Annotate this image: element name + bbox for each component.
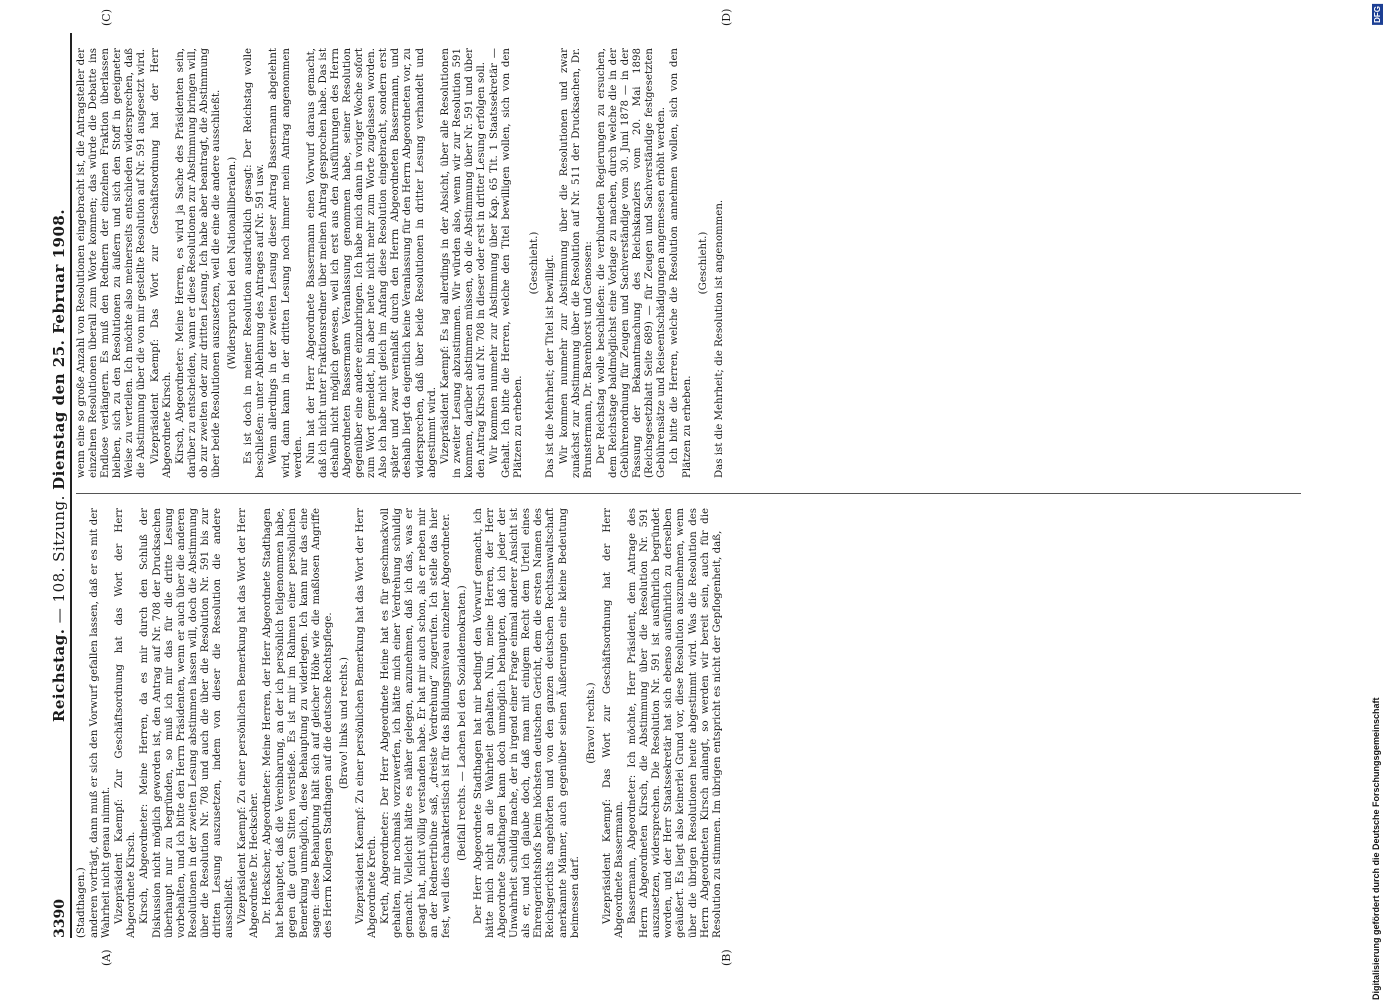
right-paragraph: Vizepräsident Kaempf: Es lag allerdings in der Absicht, über alle Resolutionen in zweiter Lesung abzustimmen. Wir würden also, wenn wir zur Resolution 591 kommen, darüber abstimmen müssen, ob die Abstimmung über Nr. 591 und über den Antrag Kirsch auf Nr. 708 in dieser oder erst in dritter Lesung erfolgen soll. xyxy=(439,48,487,478)
right-paragraph: (Geschieht.) xyxy=(529,231,541,295)
margin-letter-b: (B) xyxy=(720,949,733,966)
margin-letter-a: (A) xyxy=(100,949,113,966)
left-paragraph: (Bravo! rechts.) xyxy=(585,682,597,764)
newspaper-sheet xyxy=(40,8,1305,966)
left-paragraph: Vizepräsident Kaempf: Das Wort zur Geschäftsordnung hat der Herr Abgeordnete Bassermann. xyxy=(601,508,625,938)
right-paragraph: Das ist die Mehrheit; der Titel ist bewilligt. xyxy=(545,254,557,478)
right-paragraph: Es ist doch in meiner Resolution ausdrücklich gesagt: Der Reichstag wolle beschließen: unter Ablehnung des Antrages auf Nr. 591 usw. xyxy=(243,48,267,478)
left-paragraph: (Bravo! links und rechts.) xyxy=(338,657,350,789)
left-paragraph: Dr. Heckscher, Abgeordneter: Meine Herren, der Herr Abgeordnete Stadthagen hat behauptet, daß die Vereinbarung, an der ich persönlich teilgenommen habe, gegen die guten Sitten verstieße. Es ist mir im Rahmen einer persönlichen Bemerkung unmöglich, diese Behauptung zu widerlegen. Ich kann nur das eine sagen: diese Behauptung hält sich auf gleicher Höhe wie die maßlosen Angriffe des Herrn Kollegen Stadthagen auf die deutsche Rechtspflege. xyxy=(262,508,334,938)
right-paragraph: (Geschieht.) xyxy=(697,231,709,295)
dfg-logo: DFG xyxy=(1373,6,1382,23)
right-paragraph: wenn eine so große Anzahl von Resolutionen eingebracht ist, die Antragsteller der einzelnen Resolutionen überall zum Worte kommen; das würde die Debatte ins Endlose verlängern. Es muß den Rednern der einzelnen Fraktion überlassen bleiben, sich zu den Resolutionen zu äußern und sich den Stoff in geeigneter Weise zu verteilen. Ich möchte also meinerseits entschieden widersprechen, daß die Abstimmung über die von mir gestellte Resolution auf Nr. 591 ausgesetzt wird. xyxy=(76,48,148,478)
left-paragraph: Bassermann, Abgeordneter: Ich möchte, Herr Präsident, dem Antrage des Herrn Abgeordneten Kirsch, die Abstimmung über die Resolution Nr. 591 auszusetzen, widersprechen. Die Resolution Nr. 591 ist ausführlich begründet worden, und der Herr Staatssekretär hat sich ebenso ausführlich zu derselben geäußert. Es liegt also keinerlei Grund vor, diese Resolution auszunehmen, wenn über die übrigen Resolutionen heute abgestimmt wird. Was die Resolution des Herrn Abgeordneten Kirsch anlangt, so werden wir bereit sein, auch für die Resolution zu stimmen. Im übrigen entspricht es nicht der Gepflogenheit, daß, xyxy=(627,508,723,938)
left-paragraph: anderen vorträgt, dann muß er sich den Vorwurf gefallen lassen, daß er es mit der Wahrheit nicht genau nimmt. xyxy=(89,508,113,938)
right-paragraph: Vizepräsident Kaempf: Das Wort zur Geschäftsordnung hat der Herr Abgeordnete Kirsch. xyxy=(149,48,173,478)
right-paragraph: (Widerspruch bei den Nationalliberalen.) xyxy=(227,156,239,370)
left-paragraph: Kreth, Abgeordneter: Der Herr Abgeordnete Heine hat es für geschmackvoll gehalten, mir nochmals vorzuwerfen, ich hätte mich einer Verdrehung schuldig gemacht. Vielleicht hätte es näher gelegen, anzunehmen, daß ich das, was er gesagt hat, nicht völlig verstanden habe. Er hat mir auch schon, als er neben mir an der Rednertribüne saß, „dreiste Verdrehung“ zugerufen. Ich stelle das hier fest, weil dies charakteristisch ist für das Bildungsniveau einzelner Abgeordneter. xyxy=(380,508,452,938)
right-paragraph: Wir kommen nunmehr zur Abstimmung über Kap. 65 Tit. 1 Staatssekretär — Gehalt. Ich bitte die Herren, welche den Titel bewilligen wollen, sich von den Plätzen zu erheben. xyxy=(489,48,525,478)
margin-letter-d: (D) xyxy=(720,8,733,26)
right-paragraph: Wir kommen nunmehr zur Abstimmung über die Resolutionen und zwar zunächst zur Abstimmung über die Resolution auf Nr. 511 der Drucksachen, Dr. Brunstermann, Dr. Barenhorst und Genossen: xyxy=(558,48,594,478)
page-title xyxy=(50,33,68,898)
right-paragraph: Ich bitte die Herren, welche die Resolution annehmen wollen, sich von den Plätzen zu erheben. xyxy=(669,48,693,478)
left-paragraph: (Beifall rechts. — Lachen bei den Sozialdemokraten.) xyxy=(456,585,468,861)
left-paragraph: Vizepräsident Kaempf: Zu einer persönlichen Bemerkung hat das Wort der Herr Abgeordnete Kreth. xyxy=(355,508,379,938)
page-header xyxy=(40,33,68,938)
title-left: Reichstag. xyxy=(50,628,68,723)
left-paragraph: Kirsch, Abgeordneter: Meine Herren, da es mir durch den Schluß der Diskussion nicht möglich geworden ist, den Antrag auf Nr. 708 der Drucksachen überhaupt nur zu begründen, so muß ich mir das für die dritte Lesung vorbehalten, und ich bitte den Herrn Präsidenten, wenn er auch über die anderen Resolutionen in der zweiten Lesung abstimmen lassen will, doch die Abstimmung über die Resolution Nr. 708 und auch die über die Resolution Nr. 591 bis zur dritten Lesung auszusetzen, indem von dieser die Resolution die andere ausschließt. xyxy=(139,508,236,938)
right-column xyxy=(76,48,1301,478)
columns xyxy=(76,33,1301,938)
left-column xyxy=(76,508,1301,938)
right-paragraph: Wenn allerdings in der zweiten Lesung dieser Antrag Bassermann abgelehnt wird, dann kann in der dritten Lesung noch immer mein Antrag angenommen werden. xyxy=(268,48,304,478)
left-paragraph: Der Herr Abgeordnete Stadthagen hat mir bedingt den Vorwurf gemacht, ich hätte mich nicht an die Wahrheit gehalten. Nun, meine Herren, der Herr Abgeordnete Stadthagen kann doch unmöglich behaupten, daß ich jeder der Unwahrheit schuldig mache, der in irgend einer Frage einmal anderer Ansicht ist als er, und ich glaube doch, daß man mit einigem Recht dem Urteil eines Ehrengerichtshofs beim höchsten deutschen Gericht, dem die ersten Namen des Reichsgerichts angehörten und von den ganzen deutschen Rechtsanwaltschaft anerkannte Männer, auch gegenüber seinen Äußerungen eine kleine Bedeutung beimessen darf. xyxy=(472,508,581,938)
right-paragraph: Kirsch, Abgeordneter: Meine Herren, es wird ja Sache des Präsidenten sein, darüber zu entscheiden, wann er diese Resolutionen zur Abstimmung bringen will, ob zur zweiten oder zur dritten Lesung. Ich habe aber beantragt, die Abstimmung über beide Resolutionen auszusetzen, weil die eine die andere ausschließt. xyxy=(174,48,223,478)
header-rule xyxy=(70,33,72,938)
column-divider xyxy=(76,493,1301,494)
right-paragraph: Nun hat der Herr Abgeordnete Bassermann einen Vorwurf daraus gemacht, daß ich nicht unter Fraktionsredner über meinen Antrag gesprochen habe. Das ist deshalb nicht möglich gewesen, weil ich erst aus den Ausführungen des Herrn Abgeordneten Bassermann Veranlassung genommen habe, seiner Resolution gegenüber eine andere einzubringen. Ich habe mich dann in voriger Woche sofort zum Wort gemeldet, bin aber heute nicht mehr zum Worte zugelassen worden. Also ich habe nicht gleich im Anfang diese Resolution eingebracht, sondern erst später und zwar veranlaßt durch den Herrn Abgeordneten Bassermann, und deshalb liegt da eigentlich keine Veranlassung für den Herrn Abgeordneten vor, zu widersprechen, daß über beide Resolutionen in dritter Lesung verhandelt und abgestimmt wird. xyxy=(305,48,438,478)
margin-letter-c: (C) xyxy=(100,9,113,26)
left-paragraph: Vizepräsident Kaempf: Zu einer persönlichen Bemerkung hat das Wort der Herr Abgeordnete Dr. Heckscher. xyxy=(237,508,261,938)
page-number: 3390 xyxy=(52,899,68,938)
left-paragraph: (Stadthagen.) xyxy=(76,867,87,938)
credit-line: Digitalisierung gefördert durch die Deutsche Forschungsgemeinschaft xyxy=(1371,697,1381,1000)
left-paragraph: Vizepräsident Kaempf: Zur Geschäftsordnung hat das Wort der Herr Abgeordnete Kirsch. xyxy=(114,508,138,938)
title-right: Dienstag den 25. Februar 1908. xyxy=(50,208,68,490)
right-paragraph: Der Reichstag wolle beschließen: die verbündeten Regierungen zu ersuchen, dem Reichstage baldmöglichst eine Vorlage zu machen, durch welche die in der Gebührenordnung für Zeugen und Sachverständige vom 30. Juni 1878 — in der Fassung der Bekanntmachung des Reichskanzlers vom 20. Mai 1898 (Reichsgesetzblatt Seite 689) — für Zeugen und Sachverständige festgesetzten Gebührensätze und Reiseentschädigungen angemessen erhöht werden. xyxy=(595,48,668,478)
right-paragraph: Das ist die Mehrheit; die Resolution ist angenommen. xyxy=(713,199,725,478)
title-mid: — 108. Sitzung. xyxy=(50,489,68,629)
